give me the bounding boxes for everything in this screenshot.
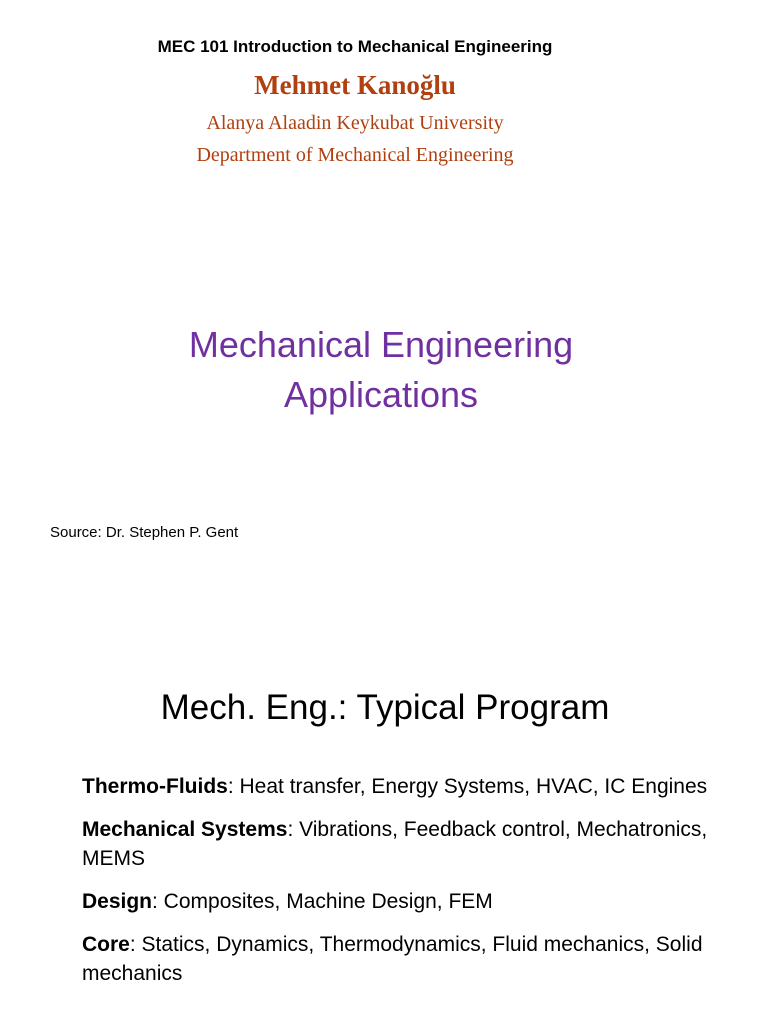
list-item [82,930,722,988]
program-list [82,772,722,1002]
university-name: Alanya Alaadin Keykubat University [206,112,504,134]
slide-title-line-1: Mechanical Engineering [188,324,574,365]
slide-title [0,320,762,420]
program-heading: Mech. Eng.: Typical Program [160,688,610,727]
slide-title-line-2: Applications [283,374,479,415]
item-detail: : Vibrations, Feedback control, Mechatronics, MEMS [82,818,708,870]
list-item [82,887,722,916]
list-item [82,772,722,801]
item-term: Design [82,890,153,913]
author-name: Mehmet Kanoğlu [254,70,456,100]
item-detail: : Composites, Machine Design, FEM [152,890,493,913]
item-detail: : Statics, Dynamics, Thermodynamics, Fluid mechanics, Solid mechanics [82,933,703,985]
list-item [82,815,722,873]
item-detail: : Heat transfer, Energy Systems, HVAC, IC Engines [227,775,708,798]
source-credit: Source: Dr. Stephen P. Gent [50,524,239,541]
item-term: Core [82,933,130,956]
item-term: Mechanical Systems [82,818,288,841]
course-title: MEC 101 Introduction to Mechanical Engineering [157,37,553,56]
department-name: Department of Mechanical Engineering [196,144,514,166]
item-term: Thermo-Fluids [82,775,228,798]
